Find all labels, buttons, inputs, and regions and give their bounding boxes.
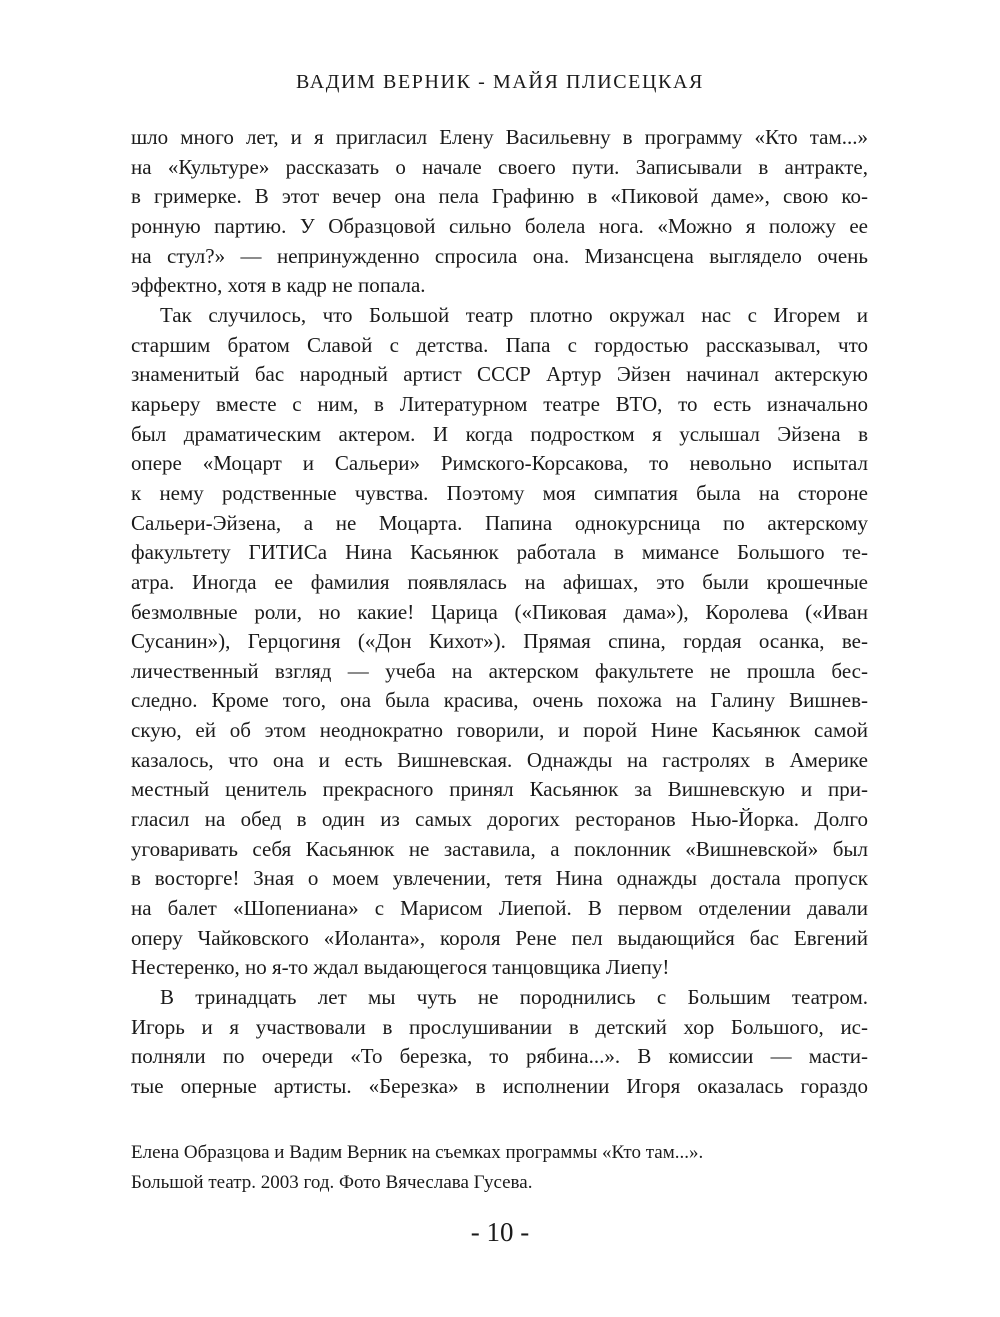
text-line: был драматическим актером. И когда подростком я услышал Эйзена в <box>131 421 868 446</box>
caption-line: Елена Образцова и Вадим Верник на съемках программы «Кто там...». <box>131 1142 704 1163</box>
paragraph <box>131 301 868 983</box>
text-line: безмолвные роли, но какие! Царица («Пиковая дама»), Королева («Иван <box>131 599 868 624</box>
text-line: Так случилось, что Большой театр плотно окружал нас с Игорем и <box>160 302 868 327</box>
text-line: тые оперные артисты. «Березка» в исполнении Игоря оказалась гораздо <box>131 1074 868 1098</box>
text-line: в гримерке. В этот вечер она пела Графиню в «Пиковой даме», свою ко- <box>131 184 868 209</box>
text-line: шло много лет, и я пригласил Елену Васильевну в программу «Кто там...» <box>131 125 868 149</box>
text-line: личественный взгляд — учеба на актерском факультете не прошла бес- <box>131 658 868 683</box>
text-line: на стул?» — непринужденно спросила она. Мизансцена выглядело очень <box>131 243 868 268</box>
text-line: Сусанин»), Герцогиня («Дон Кихот»). Прямая спина, гордая осанка, ве- <box>131 629 868 654</box>
text-line: оперу Чайковского «Иоланта», короля Рене пел выдающийся бас Евгений <box>131 925 868 950</box>
text-line: в восторге! Зная о моем увлечении, тетя Нина однажды достала пропуск <box>131 866 868 891</box>
text-line: Игорь и я участвовали в прослушивании в детский хор Большого, ис- <box>131 1014 868 1039</box>
page-number: - 10 - <box>470 1217 530 1247</box>
paragraph <box>131 123 868 301</box>
text-line: эффектно, хотя в кадр не попала. <box>131 273 426 298</box>
text-line: на балет «Шопениана» с Марисом Лиепой. В первом отделении давали <box>131 896 868 921</box>
body-text <box>131 123 868 1102</box>
text-line: полняли по очереди «То березка, то рябина...». В комиссии — масти- <box>131 1044 868 1069</box>
text-line: опере «Моцарт и Сальери» Римского-Корсакова, то невольно испытал <box>131 451 868 476</box>
running-head: ВАДИМ ВЕРНИК - МАЙЯ ПЛИСЕЦКАЯ <box>296 71 704 93</box>
caption-line: Большой театр. 2003 год. Фото Вячеслава Гусева. <box>131 1172 533 1193</box>
text-line: скую, ей об этом неоднократно говорили, и порой Нине Касьянюк самой <box>131 718 868 743</box>
text-line: местный ценитель прекрасного принял Касьянюк за Вишневскую и при- <box>131 777 868 802</box>
paragraph <box>131 983 868 1102</box>
text-line: знаменитый бас народный артист СССР Артур Эйзен начинал актерскую <box>131 362 868 387</box>
photo-caption <box>131 1138 868 1198</box>
text-line: старшим братом Славой с детства. Папа с гордостью рассказывал, что <box>131 332 868 357</box>
text-line: гласил на обед в один из самых дорогих ресторанов Нью-Йорка. Долго <box>131 807 868 832</box>
text-line: Сальери-Эйзена, а не Моцарта. Папина однокурсница по актерскому <box>131 510 868 535</box>
text-line: В тринадцать лет мы чуть не породнились с Большим театром. <box>160 985 868 1010</box>
text-line: карьеру вместе с ним, в Литературном театре ВТО, то есть изначально <box>131 391 868 416</box>
text-line: факультету ГИТИСа Нина Касьянюк работала в мимансе Большого те- <box>131 540 868 565</box>
text-line: к нему родственные чувства. Поэтому моя симпатия была на стороне <box>131 480 868 505</box>
text-line: атра. Иногда ее фамилия появлялась на афишах, это были крошечные <box>131 569 868 594</box>
text-line: следно. Кроме того, она была красива, очень похожа на Галину Вишнев- <box>131 688 868 713</box>
text-line: казалось, что она и есть Вишневская. Однажды на гастролях в Америке <box>131 747 868 772</box>
text-line: ронную партию. У Образцовой сильно болела нога. «Можно я положу ее <box>131 213 868 238</box>
text-line: уговаривать себя Касьянюк не заставила, а поклонник «Вишневской» был <box>131 836 868 861</box>
text-line: на «Культуре» рассказать о начале своего пути. Записывали в антракте, <box>131 154 868 179</box>
text-line: Нестеренко, но я-то ждал выдающегося танцовщика Лиепу! <box>131 955 670 980</box>
